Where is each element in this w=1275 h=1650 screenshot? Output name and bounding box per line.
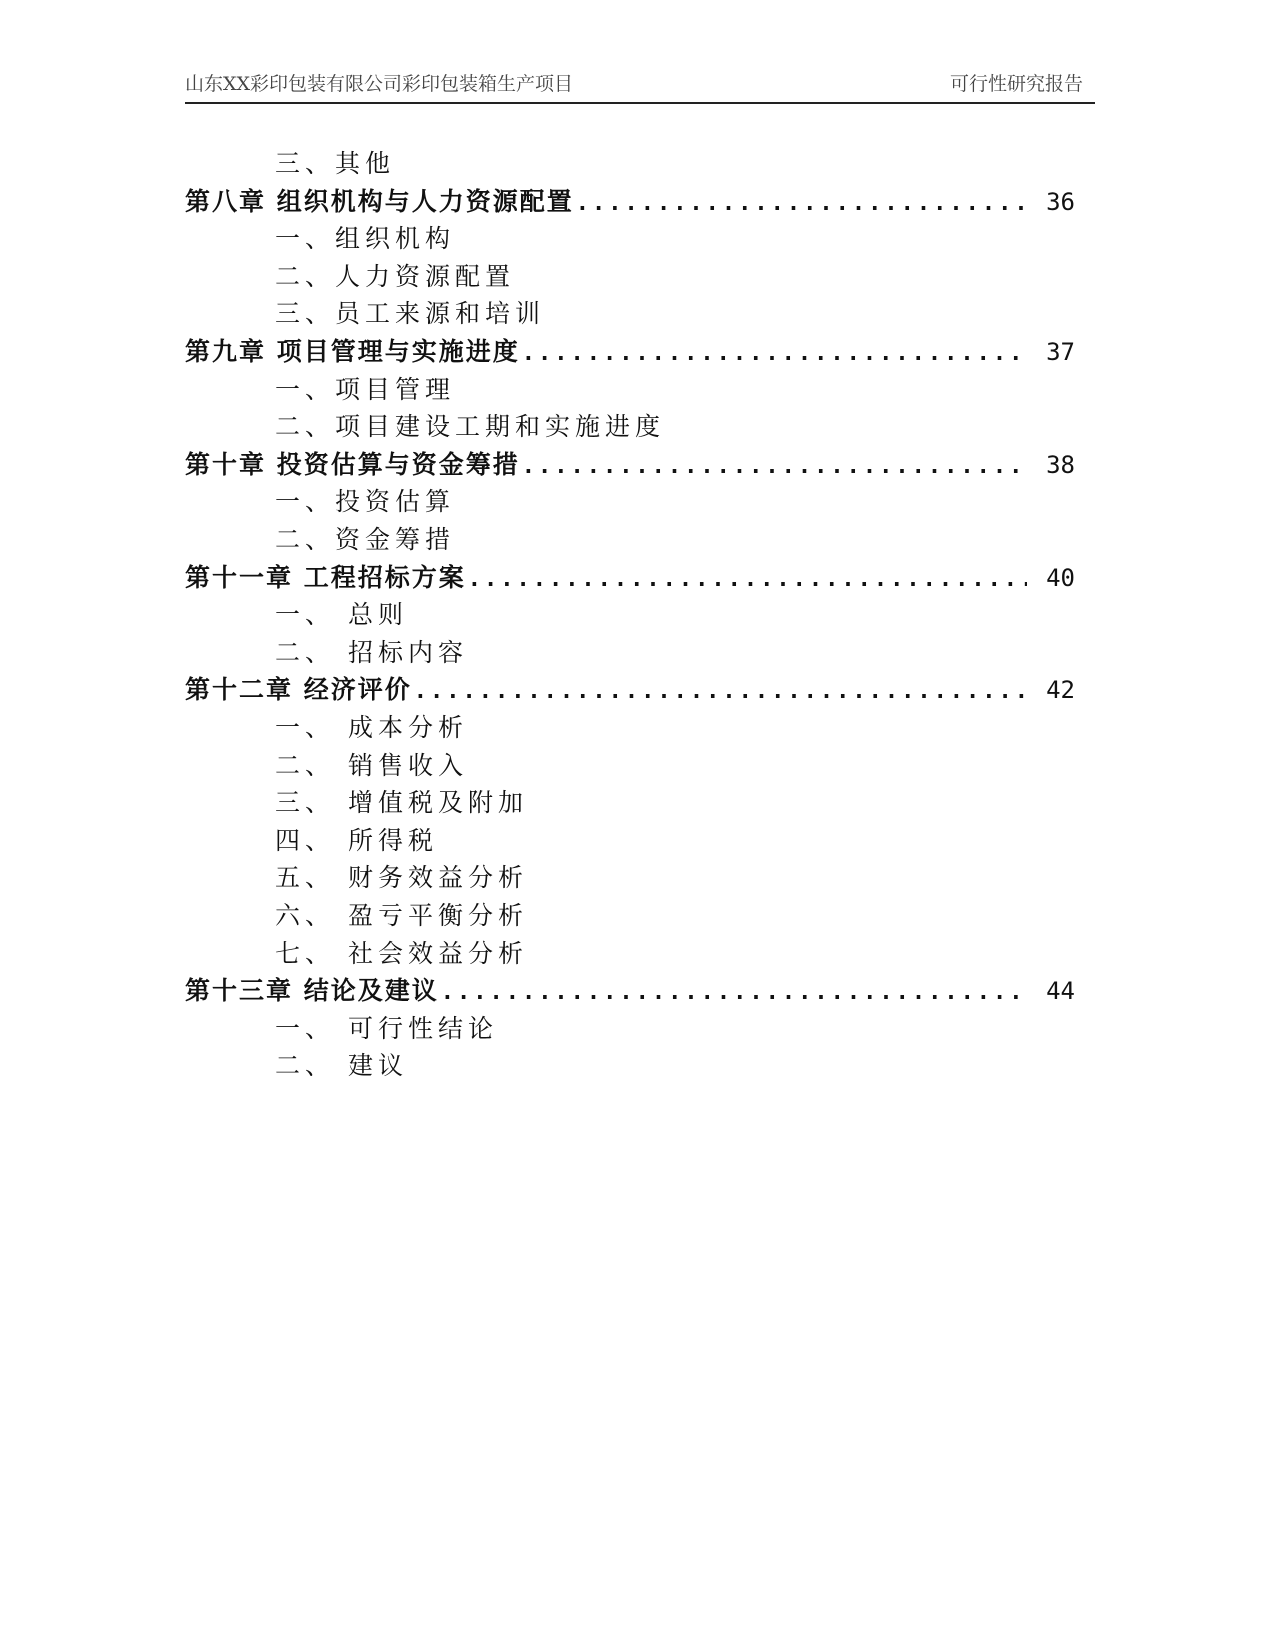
toc-section-entry[interactable]: 二、 建议 bbox=[275, 1051, 408, 1081]
toc-chapter-entry[interactable] bbox=[185, 334, 1085, 370]
toc-section-entry[interactable]: 一、 总则 bbox=[275, 600, 408, 630]
toc-section-entry[interactable]: 二、项目建设工期和实施进度 bbox=[275, 412, 666, 442]
toc-dot-leader bbox=[522, 336, 1027, 372]
toc-section-entry[interactable]: 七、 社会效益分析 bbox=[275, 938, 528, 968]
toc-section-entry[interactable]: 三、员工来源和培训 bbox=[275, 299, 546, 329]
toc-section-entry[interactable]: 四、 所得税 bbox=[275, 825, 438, 855]
page-header bbox=[185, 72, 1095, 104]
toc-page-number: 42 bbox=[1046, 676, 1075, 705]
toc-section-entry[interactable]: 一、 成本分析 bbox=[275, 713, 468, 742]
toc-section-entry[interactable]: 五、 财务效益分析 bbox=[275, 863, 528, 893]
toc-chapter-title: 第十一章 工程招标方案 bbox=[185, 562, 466, 592]
header-report-type: 可行性研究报告 bbox=[949, 73, 1083, 95]
toc-section-entry[interactable]: 一、组织机构 bbox=[275, 224, 456, 254]
toc-chapter-entry[interactable] bbox=[185, 672, 1085, 708]
toc-dot-leader bbox=[468, 562, 1027, 598]
toc-section-entry[interactable]: 一、 可行性结论 bbox=[275, 1013, 498, 1043]
toc-page-number: 38 bbox=[1046, 450, 1075, 479]
toc-section-entry[interactable]: 三、其他 bbox=[275, 149, 396, 178]
toc-chapter-entry[interactable] bbox=[185, 447, 1085, 483]
toc-page-number: 40 bbox=[1046, 563, 1075, 592]
toc-section-entry[interactable]: 二、人力资源配置 bbox=[275, 261, 516, 291]
toc-section-entry[interactable]: 二、资金筹措 bbox=[275, 525, 456, 554]
toc-page-number: 37 bbox=[1046, 338, 1075, 366]
toc-chapter-title: 第十二章 经济评价 bbox=[185, 675, 412, 705]
toc-chapter-title: 第八章 组织机构与人力资源配置 bbox=[185, 186, 574, 216]
toc-dot-leader bbox=[522, 449, 1027, 485]
toc-dot-leader bbox=[576, 186, 1027, 222]
toc-dot-leader bbox=[441, 975, 1027, 1011]
toc-chapter-title: 第十三章 结论及建议 bbox=[185, 976, 439, 1006]
toc-chapter-title: 第九章 项目管理与实施进度 bbox=[185, 337, 520, 366]
toc-chapter-title: 第十章 投资估算与资金筹措 bbox=[185, 449, 520, 479]
toc-section-entry[interactable]: 一、项目管理 bbox=[275, 374, 456, 404]
toc-page-number: 36 bbox=[1046, 187, 1075, 216]
toc-chapter-entry[interactable] bbox=[185, 184, 1085, 220]
toc-section-entry[interactable]: 二、 销售收入 bbox=[275, 750, 468, 780]
header-project-title: 山东XX彩印包装有限公司彩印包装箱生产项目 bbox=[185, 73, 574, 95]
toc-chapter-entry[interactable] bbox=[185, 973, 1085, 1009]
toc-dot-leader bbox=[414, 674, 1027, 710]
toc-section-entry[interactable]: 一、投资估算 bbox=[275, 487, 456, 517]
toc-section-entry[interactable]: 二、 招标内容 bbox=[275, 637, 468, 667]
toc-section-entry[interactable]: 三、 增值税及附加 bbox=[275, 788, 528, 818]
toc-chapter-entry[interactable] bbox=[185, 560, 1085, 596]
toc-page-number: 44 bbox=[1046, 977, 1075, 1006]
toc-section-entry[interactable]: 六、 盈亏平衡分析 bbox=[275, 901, 528, 930]
